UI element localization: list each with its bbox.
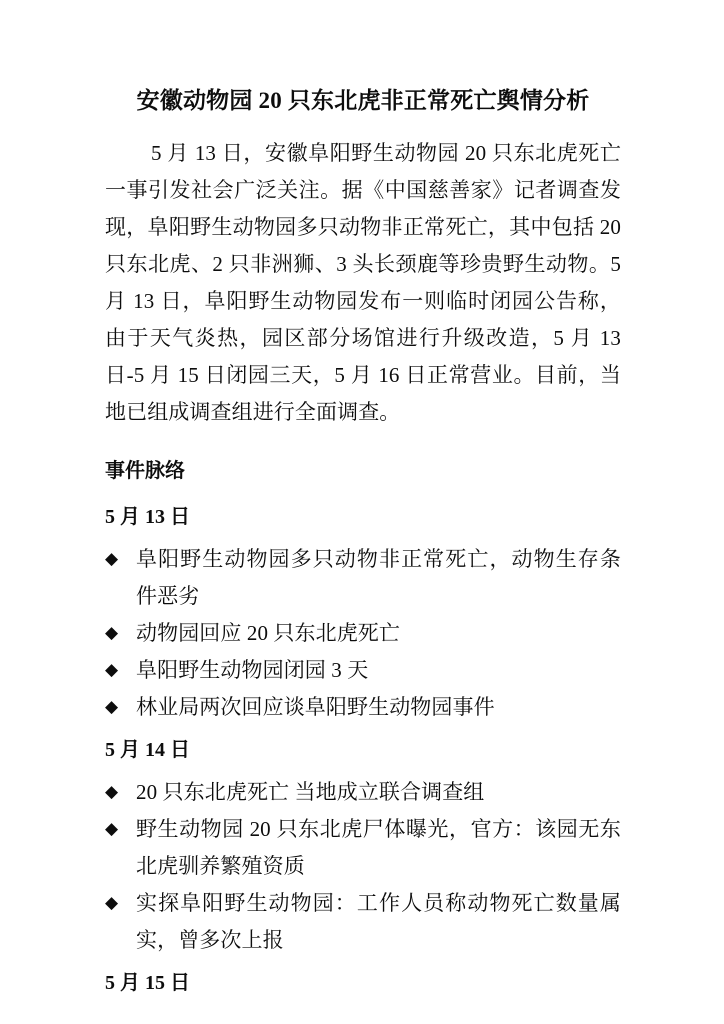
list-item-label: 野生动物园 20 只东北虎尸体曝光，官方：该园无东北虎驯养繁殖资质 [136, 817, 621, 878]
summary-paragraph: 5 月 13 日，安徽阜阳野生动物园 20 只东北虎死亡一事引发社会广泛关注。据《中国慈善家》记者调查发现，阜阳野生动物园多只动物非正常死亡，其中包括 20 只东北虎、2 只非洲狮、3 头长颈鹿等珍贵野生动物。5 月 13 日，阜阳野生动物园发布一则临时闭园公告称，由于天气炎热，园区部分场馆进行升级改造，5 月 13 日-5 月 15 日闭园三天，5 月 16 日正常营业。目前，当地已组成调查组进行全面调查。 [105, 141, 621, 424]
diamond-bullet-icon: ◆ [105, 893, 119, 913]
document-content-column [105, 0, 621, 1002]
list-item [105, 811, 621, 885]
page-title: 安徽动物园 20 只东北虎非正常死亡舆情分析 [136, 88, 590, 113]
diamond-bullet-icon: ◆ [105, 660, 119, 680]
list-item [105, 652, 621, 689]
diamond-bullet-icon: ◆ [105, 819, 119, 839]
diamond-bullet-icon: ◆ [105, 782, 119, 802]
list-item [105, 689, 621, 726]
list-item-label: 20 只东北虎死亡 当地成立联合调查组 [136, 780, 485, 804]
diamond-bullet-icon: ◆ [105, 623, 119, 643]
date-heading-may-15: 5 月 15 日 [105, 972, 190, 994]
timeline-list-may-13 [105, 536, 621, 726]
list-item-label: 实探阜阳野生动物园：工作人员称动物死亡数量属实，曾多次上报 [136, 891, 621, 952]
list-item-label: 阜阳野生动物园闭园 3 天 [136, 658, 369, 682]
date-heading-may-13: 5 月 13 日 [105, 506, 190, 528]
diamond-bullet-icon: ◆ [105, 697, 119, 717]
list-item-label: 林业局两次回应谈阜阳野生动物园事件 [136, 695, 495, 719]
list-item [105, 774, 621, 811]
list-item [105, 885, 621, 959]
list-item-label: 阜阳野生动物园多只动物非正常死亡，动物生存条件恶劣 [136, 547, 621, 608]
section-heading-timeline: 事件脉络 [105, 460, 185, 482]
timeline-list-may-14 [105, 769, 621, 959]
list-item-label: 动物园回应 20 只东北虎死亡 [136, 621, 400, 645]
date-heading-may-14: 5 月 14 日 [105, 739, 190, 761]
list-item [105, 541, 621, 615]
list-item [105, 615, 621, 652]
diamond-bullet-icon: ◆ [105, 549, 119, 569]
